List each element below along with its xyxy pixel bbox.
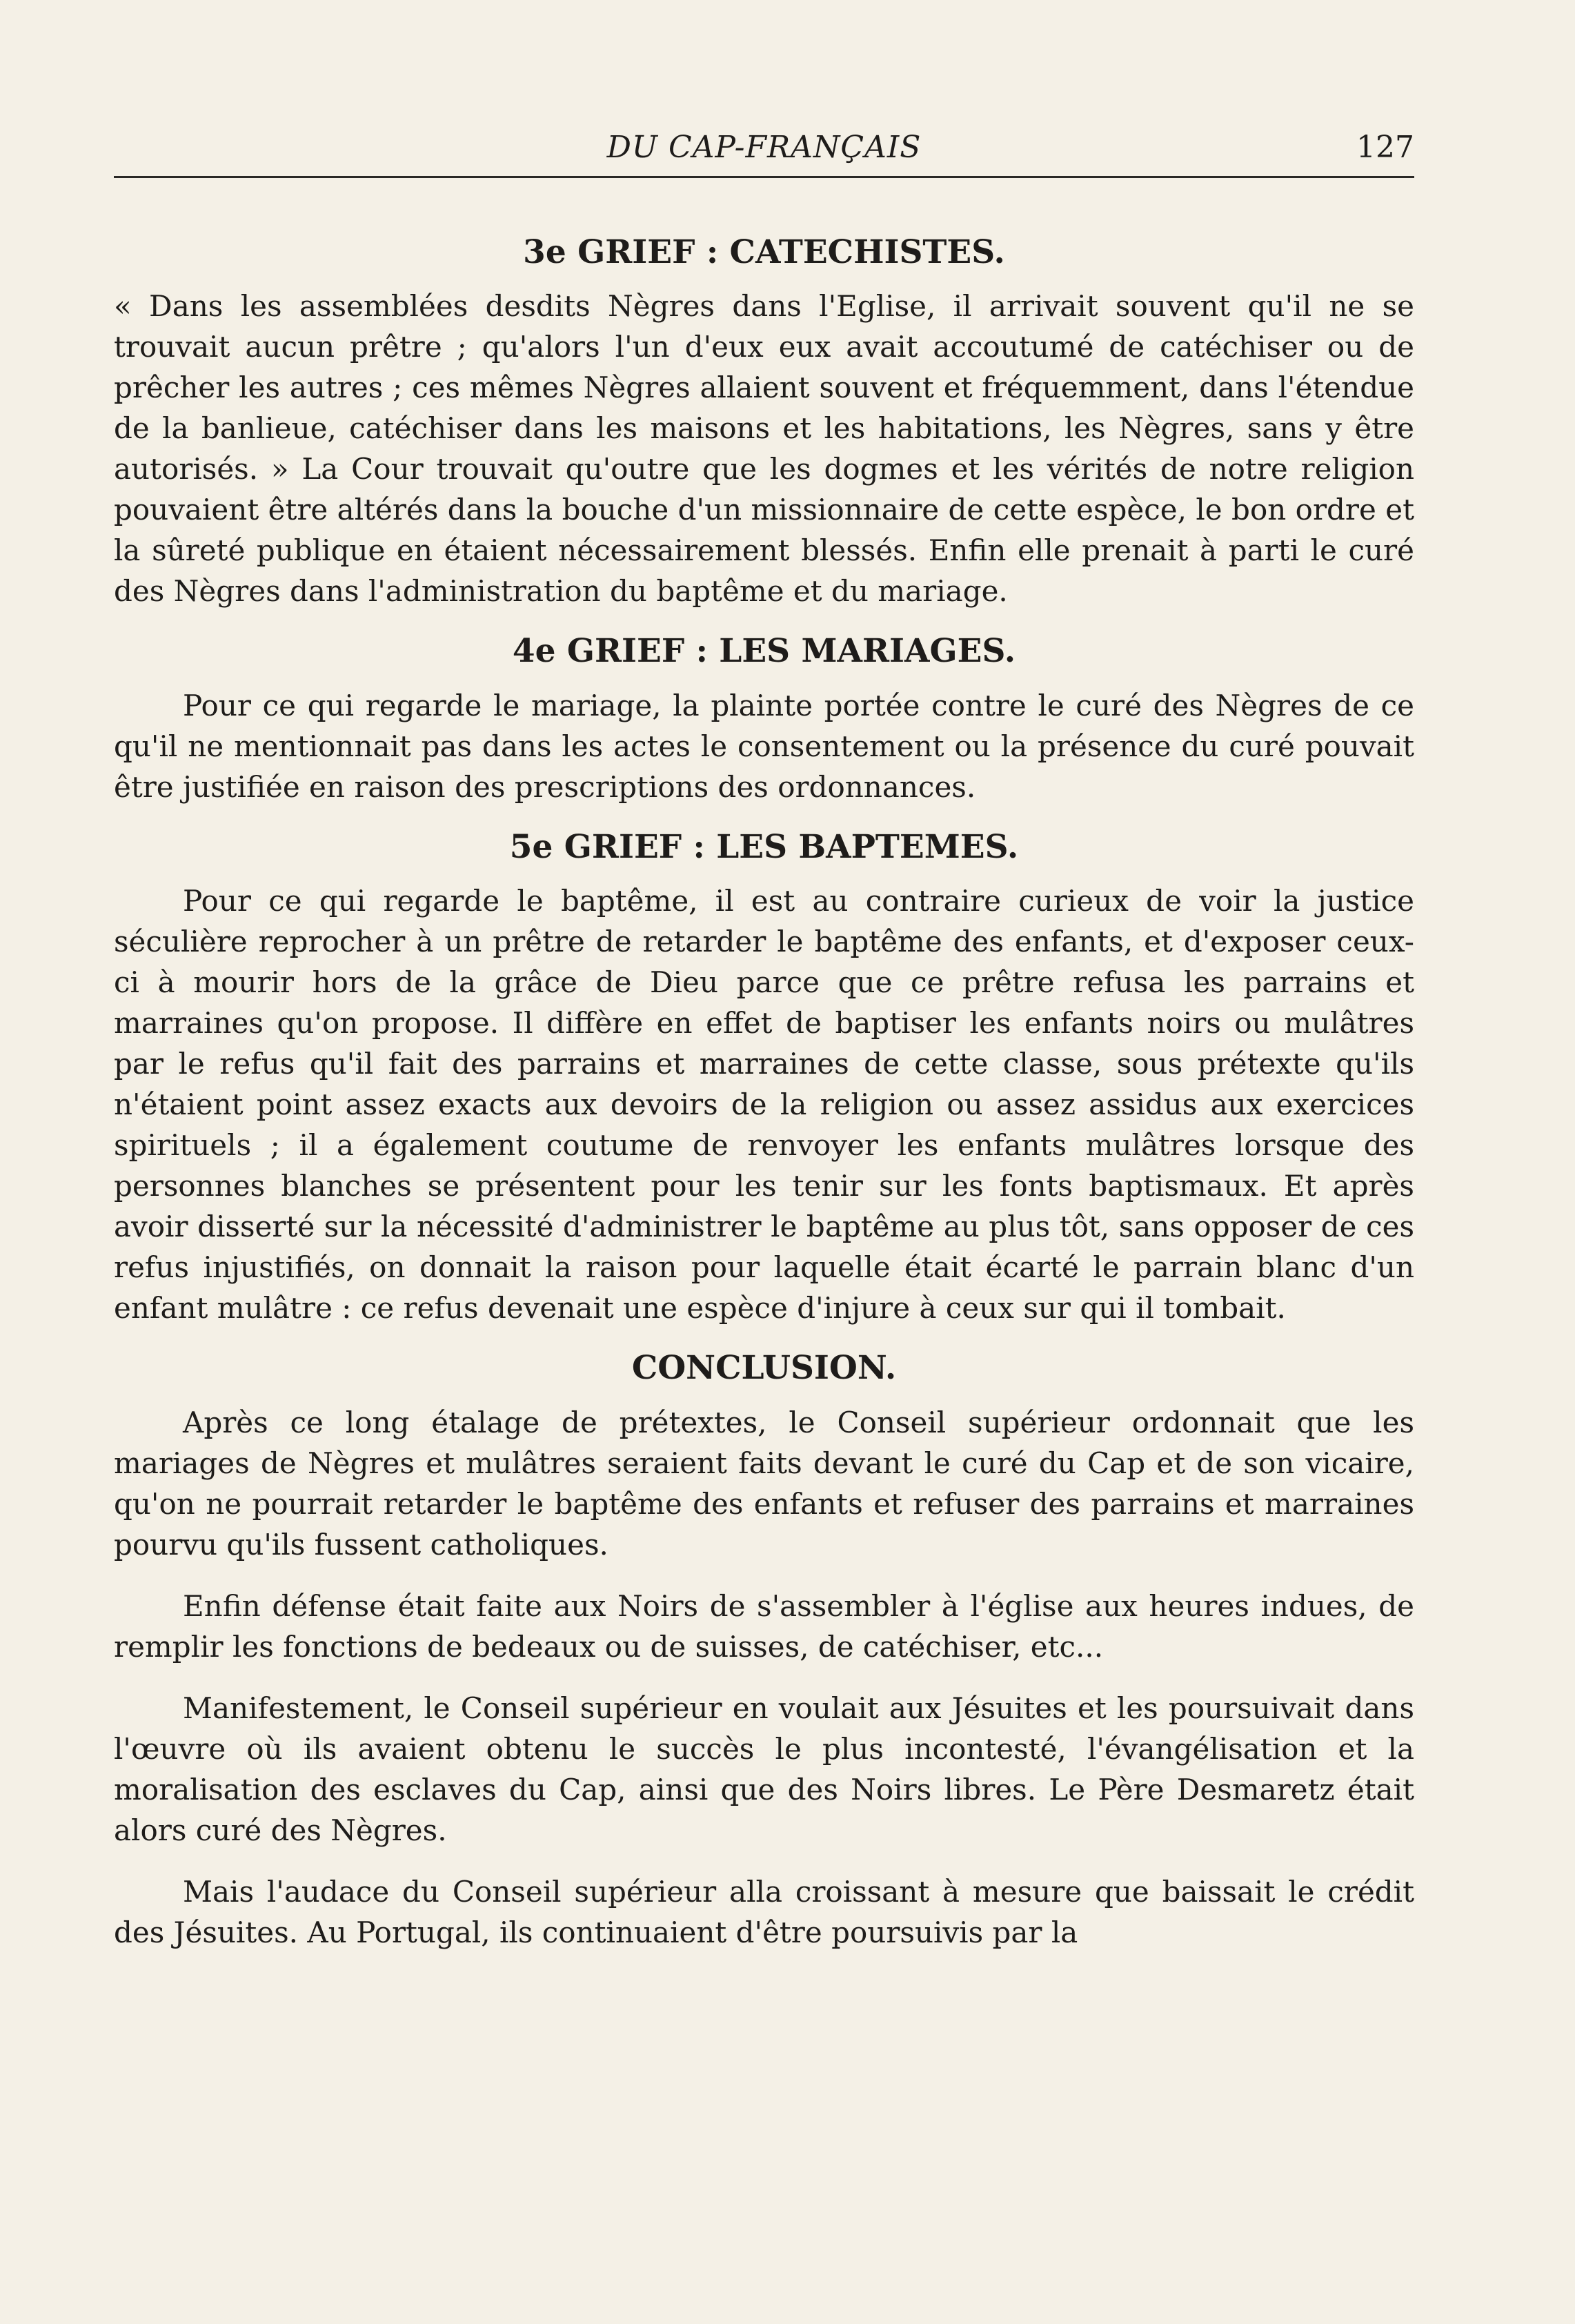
paragraph-conclusion-3: Manifestement, le Conseil supérieur en voulait aux Jésuites et les poursuivait dans l'œuvre où ils avaient obtenu le succès le plus incontesté, l'évangélisation et la moralisation des esclaves du Cap, ainsi que des Noirs libres. Le Père Desmaretz était alors curé des Nègres. [114,1691,1414,1847]
paragraph-catechistes: « Dans les assemblées desdits Nègres dans l'Eglise, il arrivait souvent qu'il ne se trouvait aucun prêtre ; qu'alors l'un d'eux eux avait accoutumé de catéchiser ou de prêcher les autres ; ces mêmes Nègres allaient souvent et fréquemment, dans l'étendue de la banlieue, catéchiser dans les maisons et les habitations, les Nègres, sans y être autorisés. » La Cour trouvait qu'outre que les dogmes et les vérités de notre religion pouvaient être altérés dans la bouche d'un missionnaire de cette espèce, le bon ordre et la sûreté publique en étaient nécessairement blessés. Enfin elle prenait à parti le curé des Nègres dans l'administration du baptême et du mariage. [114,289,1414,609]
paragraph-conclusion-1: Après ce long étalage de prétextes, le Conseil supérieur ordonnait que les mariages de Nègres et mulâtres seraient faits devant le curé du Cap et de son vicaire, qu'on ne pourrait retarder le baptême des enfants et refuser des parrains et marraines pourvu qu'ils fussent catholiques. [114,1405,1414,1562]
heading-catechistes: 3e GRIEF : CATECHISTES. [523,233,1005,271]
paragraph-conclusion-4: Mais l'audace du Conseil supérieur alla croissant à mesure que baissait le crédit des Jésuites. Au Portugal, ils continuaient d'être poursuivis par la [114,1874,1414,1949]
header-rule [114,176,1414,178]
paragraph-baptemes: Pour ce qui regarde le baptême, il est au contraire curieux de voir la justice séculière reprocher à un prêtre de retarder le baptême des enfants, et d'exposer ceux-ci à mourir hors de la grâce de Dieu parce que ce prêtre refusa les parrains et marraines qu'on propose. Il diffère en effet de baptiser les enfants noirs ou mulâtres par le refus qu'il fait des parrains et marraines de cette classe, sous prétexte qu'ils n'étaient point assez exacts aux devoirs de la religion ou assez assidus aux exercices spirituels ; il a également coutume de renvoyer les enfants mulâtres lorsque des personnes blanches se présentent pour les tenir sur les fonts baptismaux. Et après avoir disserté sur la nécessité d'administrer le baptême au plus tôt, sans opposer de ces refus injustifiés, on donnait la raison pour laquelle était écarté le parrain blanc d'un enfant mulâtre : ce refus devenait une espèce d'injure à ceux sur qui il tombait. [114,884,1414,1326]
page-number: 127 [1356,130,1414,165]
heading-baptemes: 5e GRIEF : LES BAPTEMES. [509,827,1019,866]
running-head [114,123,1414,178]
heading-conclusion: CONCLUSION. [631,1349,897,1388]
paragraph-conclusion-2: Enfin défense était faite aux Noirs de s'assembler à l'église aux heures indues, de remplir les fonctions de bedeaux ou de suisses, de catéchiser, etc... [114,1588,1414,1664]
running-title: DU CAP-FRANÇAIS [606,130,922,165]
paragraph-mariages: Pour ce qui regarde le mariage, la plainte portée contre le curé des Nègres de ce qu'il ne mentionnait pas dans les actes le consentement ou la présence du curé pouvait être justifiée en raison des prescriptions des ordonnances. [114,688,1414,804]
body-text [114,233,1414,1973]
heading-mariages: 4e GRIEF : LES MARIAGES. [512,632,1016,671]
